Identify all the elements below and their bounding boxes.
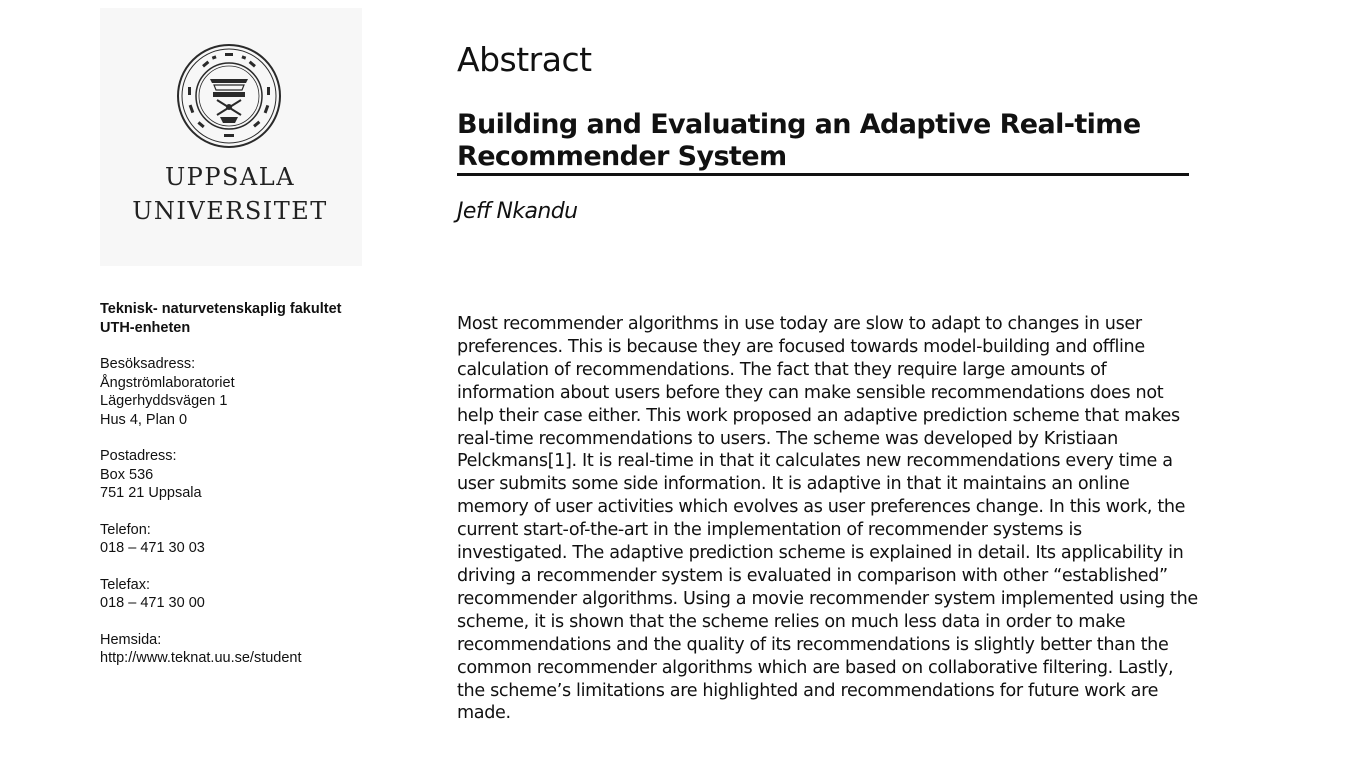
university-seal-icon xyxy=(176,43,282,149)
postal-address-block xyxy=(100,447,420,503)
faculty-name: Teknisk- naturvetenskaplig fakultet xyxy=(100,301,342,317)
abstract-line: driving a recommender system is evaluated in comparison with other “established” xyxy=(457,565,1168,586)
abstract-line: common recommender algorithms which are based on collaborative filtering. Lastly, xyxy=(457,657,1174,678)
visit-address-label: Besöksadress: xyxy=(100,356,196,372)
postal-address-line: Box 536 xyxy=(100,466,154,483)
postal-address-line: 751 21 Uppsala xyxy=(100,485,202,501)
abstract-line: recommender algorithms. Using a movie recommender system implemented using the xyxy=(457,588,1198,609)
abstract-line: memory of user activities which evolves as user preferences change. In this work, the xyxy=(457,497,1186,518)
abstract-line: real-time recommendations to users. The scheme was developed by Kristiaan xyxy=(457,428,1118,449)
website-link[interactable]: http://www.teknat.uu.se/student xyxy=(100,650,302,666)
abstract-line: user submits some side information. It is adaptive in that it maintains an online xyxy=(457,474,1130,495)
abstract-line: information about users before they can make sensible recommendations does not xyxy=(457,382,1164,403)
abstract-line: the scheme’s limitations are highlighted and recommendations for future work are xyxy=(457,680,1159,701)
website-label: Hemsida: xyxy=(100,631,162,648)
phone-label: Telefon: xyxy=(100,521,151,538)
author-name: Jeff Nkandu xyxy=(457,199,578,224)
visit-address-line: Ångströmlaboratoriet xyxy=(100,374,235,391)
fax-value: 018 – 471 30 00 xyxy=(100,595,205,611)
phone-block xyxy=(100,521,420,558)
visit-address-line: Lägerhyddsvägen 1 xyxy=(100,393,228,409)
university-name-line1: UPPSALA xyxy=(164,163,296,191)
abstract-line: Pelckmans[1]. It is real-time in that it calculates new recommendations every time a xyxy=(457,451,1173,472)
fax-block xyxy=(100,576,420,613)
abstract-body xyxy=(457,313,1267,725)
abstract-line: current start-of-the-art in the implementation of recommender systems is xyxy=(457,520,1082,541)
thesis-title-line: Building and Evaluating an Adaptive Real-time xyxy=(457,109,1141,140)
website-block xyxy=(100,631,420,668)
faculty-contact-sidebar xyxy=(100,300,420,686)
abstract-line: scheme, it is shown that the scheme relies on much less data in order to make xyxy=(457,611,1126,632)
thesis-title xyxy=(457,109,1189,176)
abstract-line: made. xyxy=(457,703,511,724)
phone-value: 018 – 471 30 03 xyxy=(100,540,205,556)
faculty-block xyxy=(100,300,420,337)
visit-address-line: Hus 4, Plan 0 xyxy=(100,411,188,428)
abstract-line: help their case either. This work proposed an adaptive prediction scheme that makes xyxy=(457,405,1180,426)
university-name-line2: UNIVERSITET xyxy=(132,197,328,225)
visit-address-block xyxy=(100,355,420,429)
abstract-line: preferences. This is because they are focused towards model-building and offline xyxy=(457,336,1145,357)
abstract-line: Most recommender algorithms in use today are slow to adapt to changes in user xyxy=(457,314,1142,334)
abstract-line: calculation of recommendations. The fact that they require large amounts of xyxy=(457,359,1107,380)
abstract-heading: Abstract xyxy=(457,40,592,79)
unit-name: UTH-enheten xyxy=(100,319,191,336)
abstract-line: recommendations and the quality of its recommendations is slightly better than the xyxy=(457,634,1169,655)
fax-label: Telefax: xyxy=(100,576,150,593)
thesis-title-line: Recommender System xyxy=(457,141,787,172)
abstract-line: investigated. The adaptive prediction scheme is explained in detail. Its applicability in xyxy=(457,543,1184,564)
postal-address-label: Postadress: xyxy=(100,448,177,464)
